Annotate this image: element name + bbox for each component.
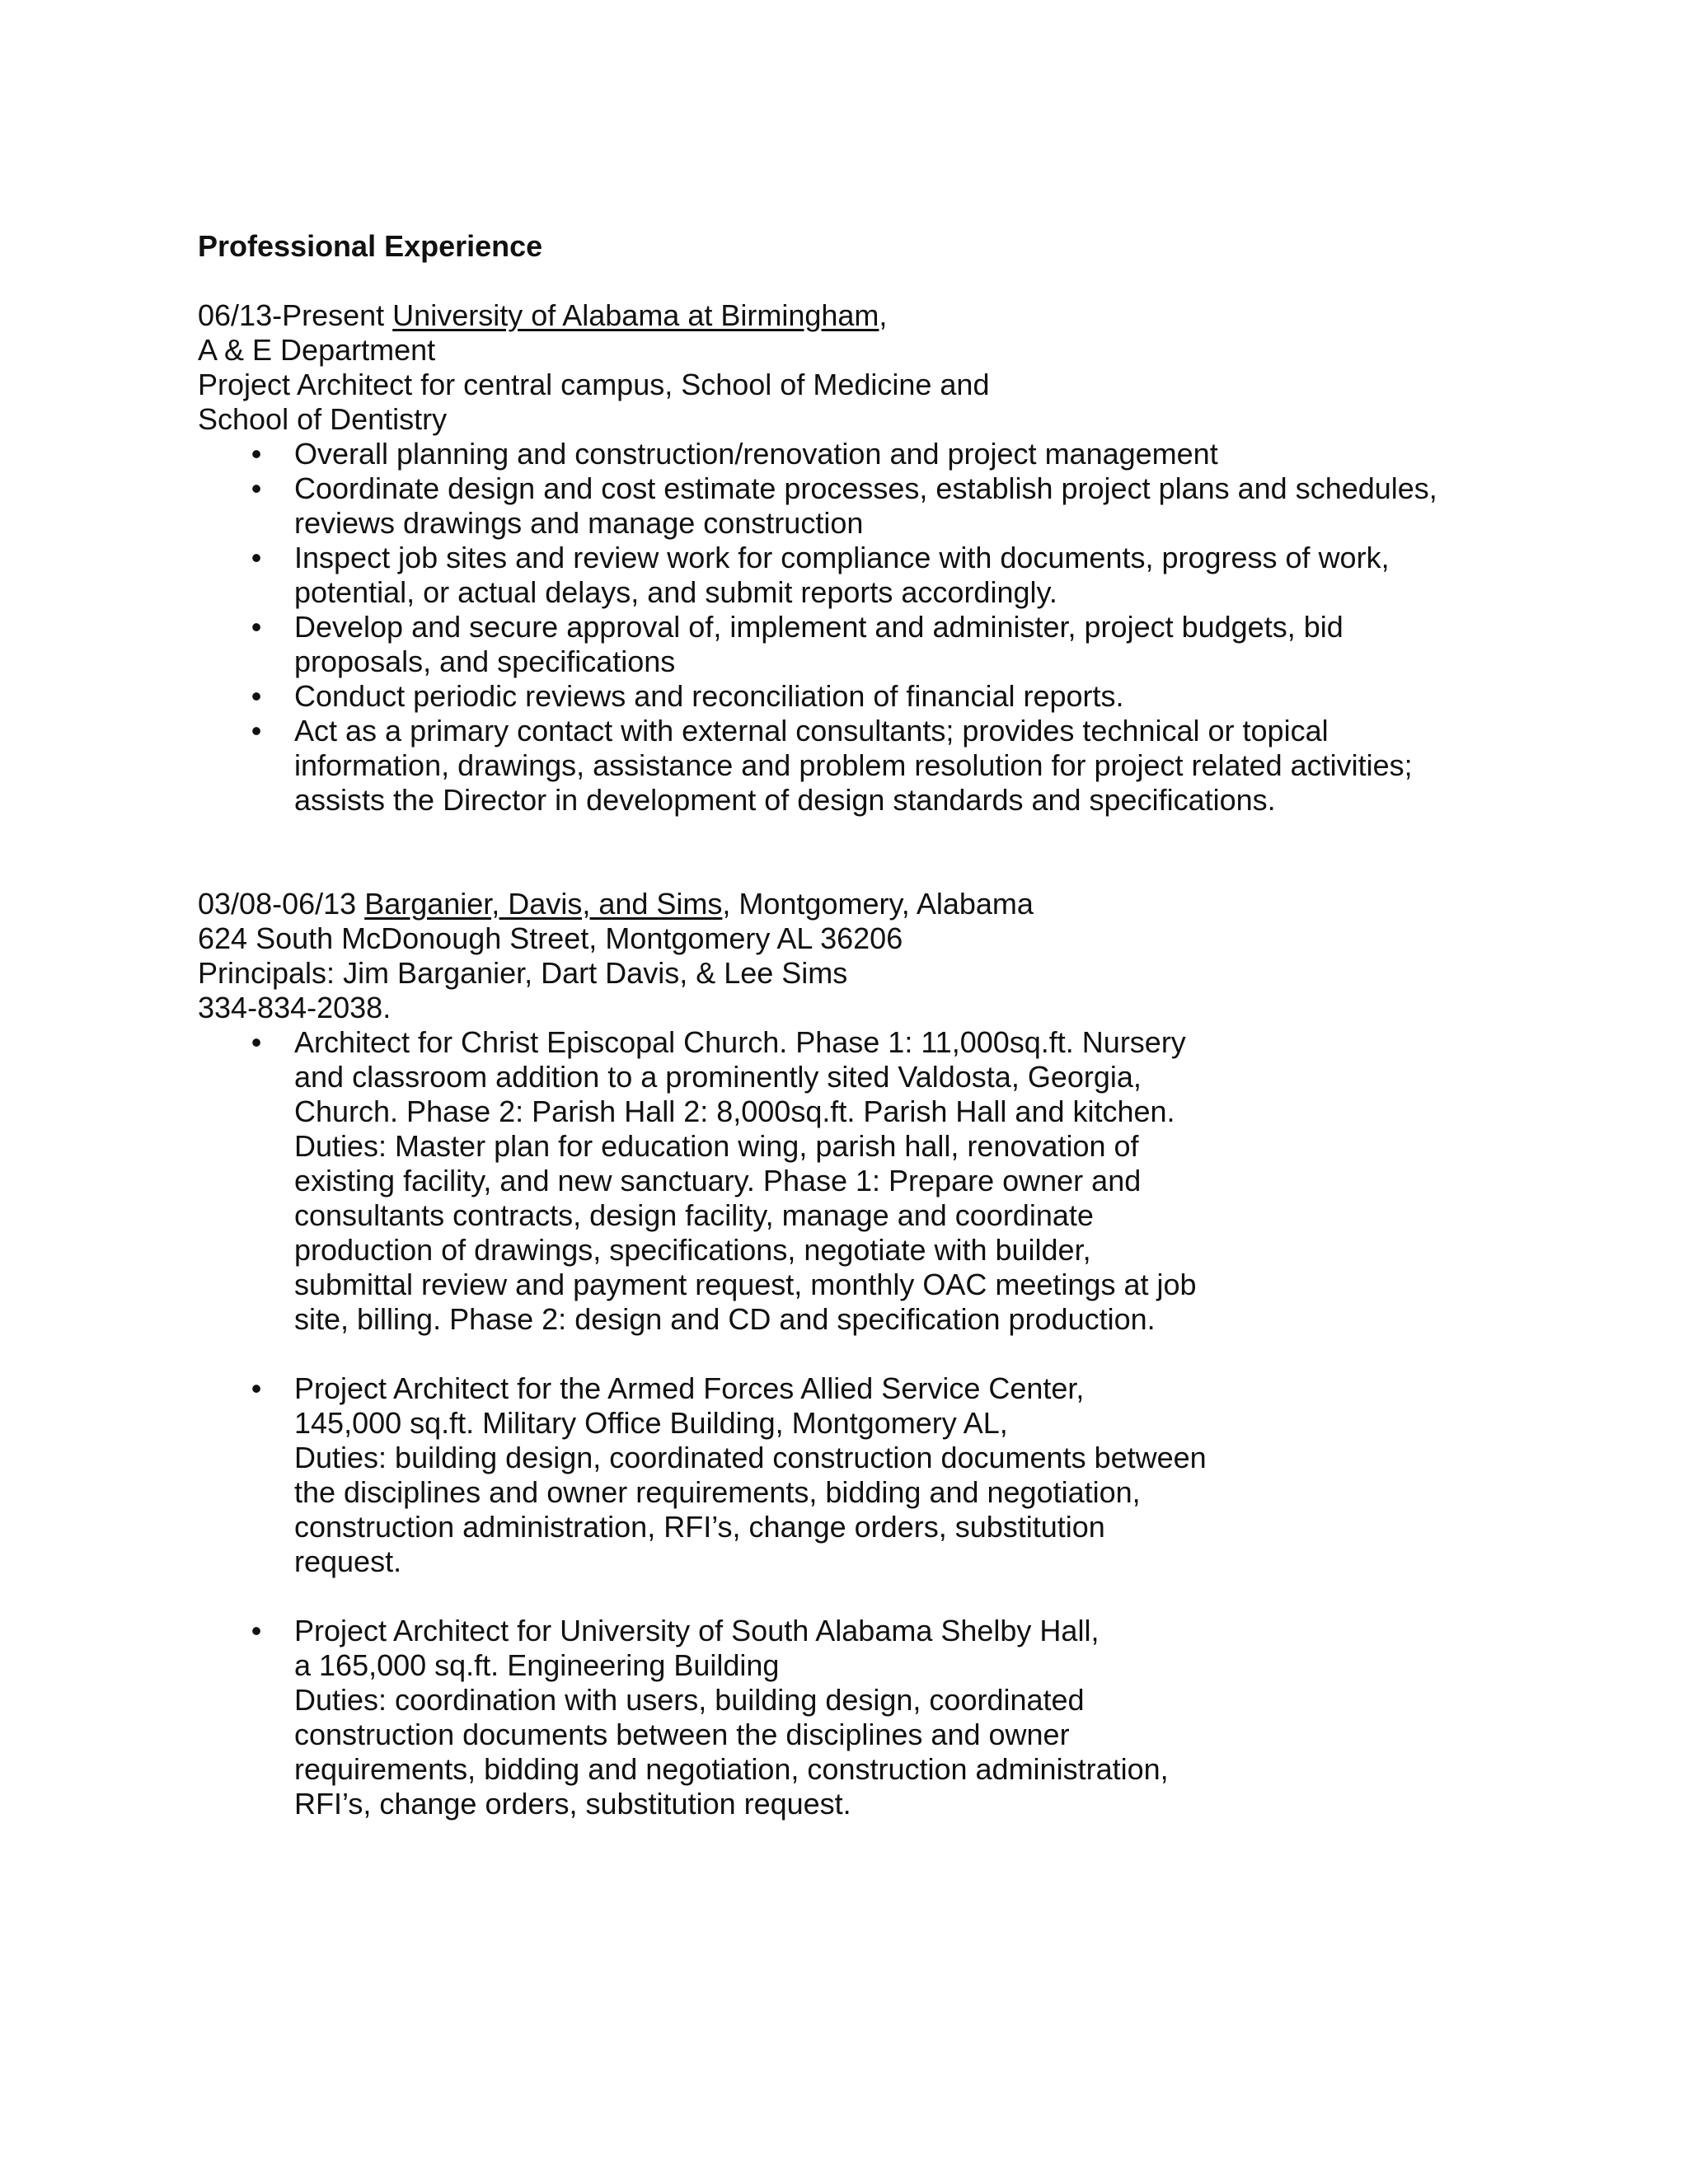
job-detail-line: Project Architect for central campus, School of Medicine and [198, 368, 990, 401]
project-line: request. [294, 1544, 402, 1578]
job-detail-line: Principals: Jim Barganier, Dart Davis, & Lee Sims [198, 956, 848, 990]
duty-item [198, 714, 1517, 818]
duty-item [198, 541, 1517, 610]
job-bds [198, 887, 1517, 1821]
duty-line: Inspect job sites and review work for compliance with documents, progress of work, [294, 541, 1390, 574]
job-detail-line: 334-834-2038. [198, 991, 392, 1024]
duty-item [198, 610, 1517, 679]
project-line: Project Architect for the Armed Forces Allied Service Center, [294, 1371, 1085, 1405]
project-line: existing facility, and new sanctuary. Phase 1: Prepare owner and [294, 1164, 1142, 1197]
project-line: 145,000 sq.ft. Military Office Building, Montgomery AL, [294, 1406, 1008, 1440]
bullet-icon: • [251, 679, 262, 713]
project-line: consultants contracts, design facility, manage and coordinate [294, 1198, 1094, 1232]
bullet-icon: • [251, 1614, 262, 1647]
bullet-icon: • [251, 437, 262, 471]
job-title-line [198, 887, 1517, 921]
project-line: construction administration, RFI’s, change orders, substitution [294, 1510, 1105, 1544]
duty-line: Conduct periodic reviews and reconciliation of financial reports. [294, 679, 1124, 713]
employer-name: Barganier, Davis, and Sims [364, 887, 723, 921]
duty-item [198, 471, 1517, 541]
employer-suffix: , [879, 298, 888, 332]
project-line: production of drawings, specifications, negotiate with builder, [294, 1233, 1091, 1267]
project-item [198, 1614, 1517, 1821]
bullet-icon: • [251, 1371, 262, 1405]
job-detail-line: A & E Department [198, 333, 436, 367]
job-title-line [198, 298, 1517, 333]
projects-list [198, 1371, 1517, 1579]
duty-item [198, 437, 1517, 471]
bullet-icon: • [251, 1025, 262, 1059]
project-line: a 165,000 sq.ft. Engineering Building [294, 1648, 780, 1682]
job-dates: 06/13-Present [198, 298, 385, 332]
bullet-icon: • [251, 610, 262, 644]
duty-line: proposals, and specifications [294, 644, 676, 678]
project-line: Church. Phase 2: Parish Hall 2: 8,000sq.ft. Parish Hall and kitchen. [294, 1094, 1175, 1128]
job-detail-line: School of Dentistry [198, 402, 448, 436]
job-detail-line: 624 South McDonough Street, Montgomery AL 36206 [198, 921, 903, 955]
bullet-icon: • [251, 714, 262, 748]
project-line: Duties: building design, coordinated construction documents between [294, 1441, 1207, 1474]
project-line: RFI’s, change orders, substitution request. [294, 1787, 851, 1821]
project-line: site, billing. Phase 2: design and CD and specification production. [294, 1302, 1156, 1336]
duty-line: potential, or actual delays, and submit reports accordingly. [294, 575, 1057, 609]
duty-line: information, drawings, assistance and problem resolution for project related activities; [294, 748, 1413, 782]
project-line: and classroom addition to a prominently sited Valdosta, Georgia, [294, 1060, 1142, 1094]
duty-item [198, 679, 1517, 714]
section-heading: Professional Experience [198, 229, 543, 263]
projects-list [198, 1025, 1517, 1337]
project-item [198, 1025, 1517, 1337]
project-line: construction documents between the disciplines and owner [294, 1718, 1070, 1751]
project-line: the disciplines and owner requirements, bidding and negotiation, [294, 1475, 1141, 1509]
project-line: submittal review and payment request, monthly OAC meetings at job [294, 1268, 1197, 1301]
project-line: Project Architect for University of South Alabama Shelby Hall, [294, 1614, 1100, 1647]
employer-suffix: , Montgomery, Alabama [722, 887, 1034, 921]
projects-list [198, 1614, 1517, 1821]
duty-line: Develop and secure approval of, implement and administer, project budgets, bid [294, 610, 1343, 644]
bullet-icon: • [251, 541, 262, 574]
duty-line: Act as a primary contact with external consultants; provides technical or topical [294, 714, 1329, 748]
bullet-icon: • [251, 471, 262, 505]
project-line: Duties: Master plan for education wing, parish hall, renovation of [294, 1129, 1139, 1163]
job-uab [198, 298, 1517, 818]
job-dates: 03/08-06/13 [198, 887, 357, 921]
resume-page [198, 229, 1517, 1821]
duties-list [198, 437, 1517, 818]
duty-line: reviews drawings and manage construction [294, 506, 864, 540]
employer-name: University of Alabama at Birmingham [392, 298, 879, 332]
project-line: Architect for Christ Episcopal Church. Phase 1: 11,000sq.ft. Nursery [294, 1025, 1186, 1059]
duty-line: Overall planning and construction/renovation and project management [294, 437, 1218, 471]
duty-line: assists the Director in development of design standards and specifications. [294, 783, 1276, 817]
project-item [198, 1371, 1517, 1579]
duty-line: Coordinate design and cost estimate processes, establish project plans and schedules, [294, 471, 1437, 505]
project-line: requirements, bidding and negotiation, construction administration, [294, 1752, 1169, 1786]
project-line: Duties: coordination with users, building design, coordinated [294, 1683, 1085, 1717]
